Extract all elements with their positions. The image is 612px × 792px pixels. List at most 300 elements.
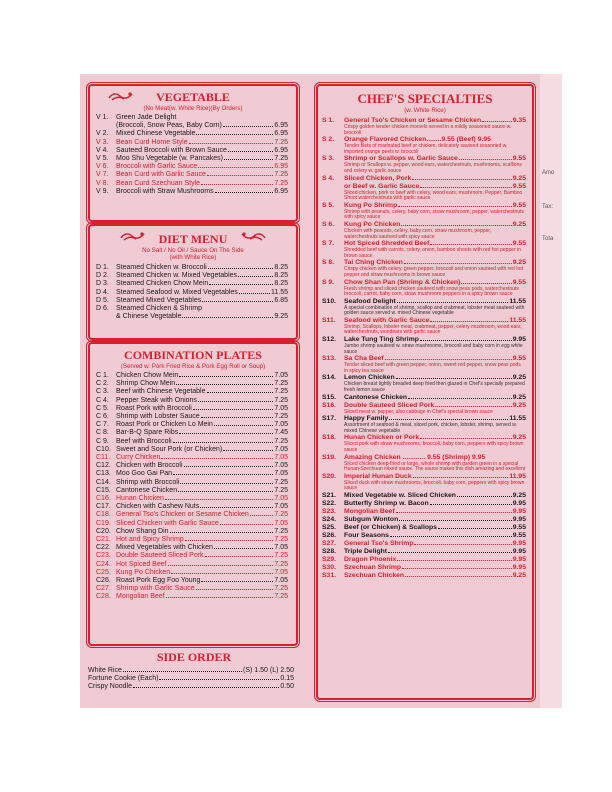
- dot-leader: [201, 581, 273, 582]
- dot-leader: [239, 293, 270, 294]
- item-code: D 6.: [96, 305, 109, 313]
- combination-plates-section: [88, 342, 298, 646]
- item-description: Assortment of seafood & meat, sliced pork, chicken, lobster, shrimp, served w. mixed Chinese vegetable: [344, 422, 517, 434]
- item-description: Tender filets of marinated beef or chicken, delicately sauteed seasoned w. imported orange peels w. broccoli: [344, 143, 508, 155]
- chefs-specialties-section: [316, 84, 534, 700]
- dot-leader: [179, 376, 273, 377]
- item-name: Chicken with Broccoli: [116, 462, 183, 470]
- item-code: C21.: [96, 536, 111, 544]
- dot-leader: [396, 512, 512, 513]
- item-code: C 3.: [96, 388, 109, 396]
- item-price: 7.05: [274, 503, 288, 511]
- item-code: S12.: [322, 336, 336, 344]
- item-name: Shrimp with Broccoli: [116, 478, 180, 486]
- item-code: C10.: [96, 445, 111, 453]
- chef-item: [322, 402, 526, 416]
- item-name: Kung Po Chicken: [116, 568, 171, 576]
- item-code: C 6.: [96, 413, 109, 421]
- item-code: D 5.: [96, 296, 109, 304]
- chefs-title: CHEF'S SPECIALTIES: [357, 91, 493, 106]
- item-code: V 7.: [96, 171, 109, 179]
- dot-leader: [224, 159, 273, 160]
- menu-item: [96, 470, 288, 478]
- menu-item: [96, 280, 288, 288]
- chef-item: [322, 259, 526, 278]
- item-name: Double Sauteed Sliced Pork: [344, 401, 435, 409]
- item-name: White Rice: [88, 667, 122, 674]
- vegetable-title: VEGETABLE: [156, 90, 230, 104]
- dot-leader: [435, 406, 511, 407]
- dot-leader: [133, 687, 279, 688]
- item-name: Hunan Chicken: [116, 495, 164, 503]
- item-name: Roast Pork or Chicken Lo Mein: [116, 421, 213, 429]
- dot-leader: [201, 417, 274, 418]
- dot-leader: [430, 321, 508, 322]
- dot-leader: [385, 359, 512, 360]
- chef-item: [322, 136, 526, 155]
- item-price: 0.15: [280, 675, 294, 683]
- item-description: A special combination of shrimp, scallop and crabmeat, lobster meat sauteed with golden sauce served w. mixed Chinese vegetable: [344, 304, 525, 317]
- item-name: Dragon Phoenix: [344, 555, 397, 563]
- item-code: S26.: [322, 531, 336, 539]
- dot-leader: [223, 126, 274, 127]
- chef-item-header: [322, 500, 526, 508]
- chef-item-header: [322, 564, 526, 572]
- chef-item: [322, 572, 526, 580]
- dot-leader: [208, 268, 274, 269]
- amount-label: Amo: [542, 170, 555, 176]
- item-name: Hot Spiced Shredded Beef: [344, 240, 430, 248]
- item-code: S14.: [322, 374, 336, 382]
- item-price: 9.95: [512, 539, 526, 547]
- item-code: C 5.: [96, 404, 109, 412]
- item-price: 9.25: [512, 259, 526, 267]
- menu-item: [96, 462, 288, 470]
- item-name: Butterfly Shrimp w. Bacon: [344, 499, 429, 507]
- chefs-list: [318, 114, 532, 580]
- item-name: Tai Ching Chicken: [344, 259, 403, 267]
- item-name: (Broccoli, Snow Peas, Baby Corn): [116, 122, 222, 130]
- item-description: Sliced duck with straw mushrooms, broccoli, baby corn, peppers with spicy brown sauce: [344, 479, 525, 492]
- item-code: C 4.: [96, 396, 109, 404]
- item-price: 6.95: [274, 163, 288, 171]
- item-code: S 3.: [322, 155, 335, 163]
- item-name: Broccoli with Garlic Sauce: [116, 163, 198, 171]
- chefs-subtitle: (w. White Rice): [404, 107, 446, 114]
- item-code: C 8.: [96, 429, 109, 437]
- item-price: 7.05: [274, 495, 288, 503]
- dot-leader: [166, 597, 274, 598]
- chef-item-header: [322, 540, 526, 548]
- chef-item-header: [322, 508, 526, 516]
- item-price: 11.95: [509, 472, 526, 480]
- item-price: (S) 1.50 (L) 2.50: [243, 667, 294, 674]
- item-name: Seafood with Garlic Sauce: [344, 316, 430, 324]
- dot-leader: [171, 573, 273, 574]
- item-code: C12.: [96, 462, 111, 470]
- item-name: & Chinese Vegetable: [116, 313, 182, 321]
- item-code: C26.: [96, 577, 111, 585]
- item-price: 7.25: [274, 527, 288, 535]
- menu-item: [96, 289, 288, 297]
- item-price: 9.35: [512, 117, 526, 124]
- item-code: S13.: [322, 355, 336, 363]
- item-description: Sliced chicken deep-fried or large, whole shrimp with garden green in a special Hunan-Szechuan mixed sauce. The sauce makes this dish amazing and excellent: [344, 460, 526, 473]
- item-code: S 6.: [322, 220, 335, 228]
- item-price: 7.25: [274, 138, 288, 146]
- menu-item: [96, 380, 288, 388]
- item-name: Bar-B-Q Spare Ribs: [116, 429, 179, 437]
- menu-item: [96, 147, 288, 155]
- item-name: Mixed Chinese Vegetable: [116, 130, 196, 138]
- menu-item: [96, 372, 288, 380]
- chef-item: [322, 540, 526, 548]
- item-price: 9.95: [512, 336, 526, 344]
- menu-item: [96, 561, 288, 569]
- item-price: 11.55: [509, 316, 526, 324]
- dot-leader: [459, 159, 512, 160]
- item-price: 8.25: [274, 264, 288, 271]
- menu-item: [96, 163, 288, 171]
- item-name: Fortune Cookie (Each): [88, 675, 159, 683]
- item-price: 9.25: [512, 220, 526, 228]
- dot-leader: [430, 504, 512, 505]
- item-price: 9.95: [512, 555, 526, 563]
- item-name: Mixed Vegetables with Chicken: [116, 544, 213, 552]
- item-code: C14.: [96, 478, 111, 486]
- item-price: 7.25: [274, 560, 288, 568]
- item-price: 9.95: [512, 499, 526, 507]
- item-name: Crispy Noodle: [88, 683, 132, 691]
- menu-item: [96, 397, 288, 405]
- item-price: 9.25: [512, 491, 526, 499]
- menu-item: [96, 544, 288, 552]
- chef-item: [322, 508, 526, 516]
- dot-leader: [408, 398, 512, 399]
- item-code: S25.: [322, 523, 336, 531]
- item-name: Shrimp or Scallops w. Garlic Sauce: [344, 155, 458, 163]
- item-code: C 7.: [96, 421, 109, 429]
- item-price: 7.05: [274, 421, 288, 429]
- item-code: S 4.: [322, 174, 335, 182]
- item-description: Crispy chicken with celery, green pepper, broccoli and onion sauteed with red hot pepper and straw mushrooms in brown sauce: [344, 266, 524, 278]
- item-code: C25.: [96, 568, 111, 576]
- item-code: S21.: [322, 491, 336, 499]
- menu-item: [96, 429, 288, 437]
- dot-leader: [159, 679, 279, 680]
- dot-leader: [420, 187, 511, 188]
- item-name: or Beef w. Garlic Sauce: [344, 182, 420, 190]
- dot-leader: [215, 192, 274, 193]
- item-price: 9.25: [512, 434, 526, 442]
- menu-item: [96, 528, 288, 536]
- chef-item-header: [322, 524, 526, 532]
- item-code: S18.: [322, 434, 336, 442]
- item-price: 9.25: [512, 401, 526, 409]
- chef-item: [322, 394, 526, 402]
- item-code: S29.: [322, 555, 336, 563]
- dot-leader: [388, 552, 512, 553]
- dot-leader: [482, 121, 512, 122]
- item-name: Shrimp Chow Mein: [116, 380, 176, 388]
- diet-menu-section: [88, 224, 298, 340]
- chef-item: [322, 524, 526, 532]
- item-code: S28.: [322, 547, 336, 555]
- item-code: C15.: [96, 486, 111, 494]
- item-name: Chow Shang Din: [116, 527, 169, 535]
- dot-leader: [178, 491, 273, 492]
- item-code: V 4.: [96, 146, 109, 154]
- vegetable-list: [90, 112, 296, 196]
- dot-leader: [173, 442, 274, 443]
- menu-page: [80, 74, 540, 708]
- diet-menu-subtitle-rice: (with White Rice): [169, 254, 217, 261]
- item-price: 7.25: [274, 478, 288, 486]
- chef-item-header: [322, 556, 526, 564]
- dot-leader: [198, 167, 273, 168]
- item-name: Seafood Delight: [344, 297, 396, 305]
- item-code: C11.: [96, 454, 111, 462]
- chef-item: [322, 155, 526, 174]
- chef-item: [322, 492, 526, 500]
- dot-leader: [228, 151, 273, 152]
- item-name: Bean Curd Szechuan Style: [116, 179, 201, 187]
- item-name: Sweet and Sour Pork (or Chicken): [116, 445, 223, 453]
- dot-leader: [179, 433, 273, 434]
- item-code: S20.: [322, 472, 336, 480]
- chef-item: [322, 564, 526, 572]
- menu-item: [96, 180, 288, 188]
- item-price: 9.55: [512, 355, 526, 363]
- dot-leader: [389, 419, 508, 420]
- item-name: Chow Shan Pan (Shrimp & Chicken): [344, 278, 461, 286]
- item-name: Four Seasons: [344, 531, 389, 539]
- item-price: 9.95: [512, 507, 526, 515]
- item-price: 6.95: [274, 146, 288, 154]
- chef-item-header: [322, 394, 526, 402]
- dot-leader: [196, 134, 273, 135]
- item-code: S27.: [322, 539, 336, 547]
- menu-item: [96, 130, 288, 138]
- item-code: S11.: [322, 316, 336, 324]
- chef-item: [322, 240, 526, 259]
- item-description: Shrimp with peanuts, celery, baby corn, straw mushroom, pepper, waterchestnuts with spicy sauce: [344, 208, 524, 221]
- menu-item: [96, 122, 288, 130]
- item-price: 9.25: [512, 571, 526, 579]
- item-description: Crispy golden tender chicken morsels served in a mildly seasoned sauce w. broccoli: [344, 124, 512, 136]
- dot-leader: [420, 438, 512, 439]
- chef-item-header: [322, 492, 526, 500]
- item-code: C28.: [96, 593, 111, 601]
- item-price: 9.55: [512, 155, 526, 163]
- dot-leader: [223, 450, 273, 451]
- item-code: C 2.: [96, 380, 109, 388]
- item-code: C 9.: [96, 437, 109, 445]
- menu-item: [96, 264, 288, 272]
- side-item: [88, 667, 294, 675]
- item-code: C19.: [96, 519, 111, 527]
- item-name: Roast Pork Egg Foo Young: [116, 577, 201, 585]
- item-name: Sliced Chicken with Garlic Sauce: [116, 519, 219, 527]
- item-code: S 7.: [322, 240, 335, 248]
- item-code: V 5.: [96, 155, 109, 163]
- item-code: D 1.: [96, 264, 109, 271]
- chef-item: [322, 374, 526, 393]
- item-price: 8.25: [274, 280, 288, 288]
- chef-item: [322, 317, 526, 336]
- item-name: Lake Tung Ting Shrimp: [344, 336, 419, 344]
- dot-leader: [184, 466, 274, 467]
- item-code: C16.: [96, 495, 111, 503]
- item-code: S 8.: [322, 259, 335, 267]
- item-price: 7.25: [274, 388, 288, 396]
- menu-item: [96, 155, 288, 163]
- item-price: 6.85: [274, 296, 288, 304]
- item-price: 9.55: [512, 531, 526, 539]
- dot-leader: [205, 556, 274, 557]
- item-price: 9.55: [512, 278, 526, 286]
- item-price: 7.25: [274, 486, 288, 494]
- item-code: S 9.: [322, 278, 335, 286]
- chef-item: [322, 221, 526, 240]
- dot-leader: [170, 532, 274, 533]
- dot-leader: [250, 515, 274, 516]
- item-price: 7.05: [274, 372, 288, 379]
- menu-item: [96, 305, 288, 313]
- adjacent-receipt-edge: [540, 74, 562, 708]
- item-price: 7.05: [274, 445, 288, 453]
- item-name: Moo Shu Vegetable (w. Pancakes): [116, 155, 224, 163]
- dot-leader: [420, 340, 512, 341]
- item-price: 6.95: [274, 130, 288, 138]
- item-code: C22.: [96, 544, 111, 552]
- dot-leader: [390, 536, 512, 537]
- dragon-icon: [108, 90, 134, 102]
- dot-leader: [161, 458, 273, 459]
- menu-item: [96, 405, 288, 413]
- item-price: 6.95: [274, 122, 288, 130]
- item-price: 7.25: [274, 585, 288, 593]
- item-name: Steamed Chicken & Shrimp: [116, 305, 202, 313]
- item-price: 7.05: [274, 462, 288, 470]
- item-name: Beef with Broccoli: [116, 437, 172, 445]
- item-description: Shrimp or Scallops w. pepper, wood ears, waterchestnuts, mushrooms, scallions and celery w. garlic sauce: [344, 162, 522, 174]
- dot-leader: [173, 474, 273, 475]
- item-price: 7.25: [274, 593, 288, 601]
- item-code: S17.: [322, 415, 336, 423]
- dot-leader: [207, 392, 274, 393]
- item-name: Steamed Chicken w. Mixed Vegetables: [116, 272, 238, 280]
- dot-leader: [176, 384, 273, 385]
- item-code: C17.: [96, 503, 111, 511]
- menu-item: [96, 577, 288, 585]
- combination-title: COMBINATION PLATES: [124, 348, 262, 362]
- dot-leader: [401, 225, 511, 226]
- item-name: Sauteed Broccoli with Brown Sauce: [116, 146, 227, 154]
- dot-leader: [461, 283, 511, 284]
- item-price: 7.25: [274, 511, 288, 519]
- item-name: Mixed Vegetable w. Sliced Chicken: [344, 491, 456, 499]
- dot-leader: [238, 276, 273, 277]
- item-price: 7.25: [274, 413, 288, 421]
- item-name: Chicken Chow Mein: [116, 372, 179, 379]
- chef-item: [322, 473, 526, 492]
- tax-label: Tax:: [542, 204, 554, 210]
- item-name: Steamed Mixed Vegetables: [116, 296, 202, 304]
- item-code: V 2.: [96, 130, 109, 138]
- item-price: 0.50: [280, 683, 294, 691]
- dot-leader: [198, 401, 273, 402]
- item-price: 9.55: [512, 523, 526, 531]
- dot-leader: [180, 483, 273, 484]
- menu-item: [96, 272, 288, 280]
- chef-item: [322, 556, 526, 564]
- side-item: [88, 683, 294, 691]
- item-description: Jumbo shrimp sauteed w. straw mushrooms, broccoli and baby corn in egg white sauce: [344, 343, 523, 355]
- chef-item: [322, 434, 526, 453]
- dot-leader: [209, 284, 273, 285]
- item-code: C18.: [96, 511, 111, 519]
- item-name: Bean Curd Home Style: [116, 138, 188, 146]
- item-price: 11.55: [271, 288, 288, 296]
- dot-leader: [202, 301, 273, 302]
- item-description: Fresh shrimp and sliced chicken sauteed with snow peas pods, waterchestnuts broccoli, carrot, baby corn, straw mushroom peppers in a spicy brown sauce: [344, 285, 519, 298]
- item-price: 7.05: [274, 577, 288, 585]
- item-name: Subgum Wonton: [344, 515, 399, 523]
- menu-item: [96, 552, 288, 560]
- dot-leader: [413, 477, 509, 478]
- item-name: Double Sauteed Sliced Pork: [116, 552, 204, 560]
- item-name: Triple Delight: [344, 547, 388, 555]
- item-price: 7.25: [274, 552, 288, 560]
- item-name: General Tso's Chicken or Sesame Chicken: [344, 117, 482, 124]
- dot-leader: [404, 263, 512, 264]
- menu-item: [96, 171, 288, 179]
- item-code: S 5.: [322, 201, 335, 209]
- item-name: Hunan Chicken or Pork: [344, 434, 420, 442]
- item-description: Shrimp, Scallops, lobster meat, crabmeat, pepper, celery mushroom, wood ears, waterchestnuts, woodears with garlic sauce: [344, 323, 522, 336]
- menu-item: [96, 569, 288, 577]
- item-description: Tender sliced beef with green pepper, onion, sweet red pepper, snow peas pods in spicy tea sauce: [344, 362, 521, 374]
- menu-item: [96, 479, 288, 487]
- item-name: Moo Goo Gai Pan: [116, 470, 173, 478]
- side-order-title: SIDE ORDER: [156, 650, 232, 664]
- dot-leader: [402, 568, 512, 569]
- item-code: C27.: [96, 585, 111, 593]
- menu-item: [96, 446, 288, 454]
- dot-leader: [207, 175, 273, 176]
- chef-item: [322, 415, 526, 434]
- item-price: 9.95: [512, 515, 526, 523]
- item-price: 7.05: [274, 544, 288, 552]
- item-price: 9.25: [512, 374, 526, 382]
- item-code: S19.: [322, 453, 336, 461]
- item-price: 9.25: [274, 313, 288, 321]
- item-price: 7.25: [274, 179, 288, 187]
- item-price: 11.55: [509, 415, 526, 423]
- chef-item: [322, 516, 526, 524]
- dot-leader: [193, 409, 274, 410]
- chef-item-header: [322, 175, 526, 183]
- chef-item: [322, 117, 526, 136]
- combination-subtitle: (Served w. Pork Fried Rice & Pork Egg Roll or Soup): [120, 363, 266, 370]
- side-list: [88, 665, 300, 692]
- item-code: S 2.: [322, 136, 335, 144]
- item-price: 7.05: [274, 454, 288, 462]
- item-description: Chicken breast lightly breaded deep fried then glazed in Chef's specially prepared fresh lemon sauce: [344, 381, 525, 394]
- item-price: 8.25: [274, 272, 288, 280]
- item-name: Steamed Chicken w. Broccoli: [116, 264, 207, 271]
